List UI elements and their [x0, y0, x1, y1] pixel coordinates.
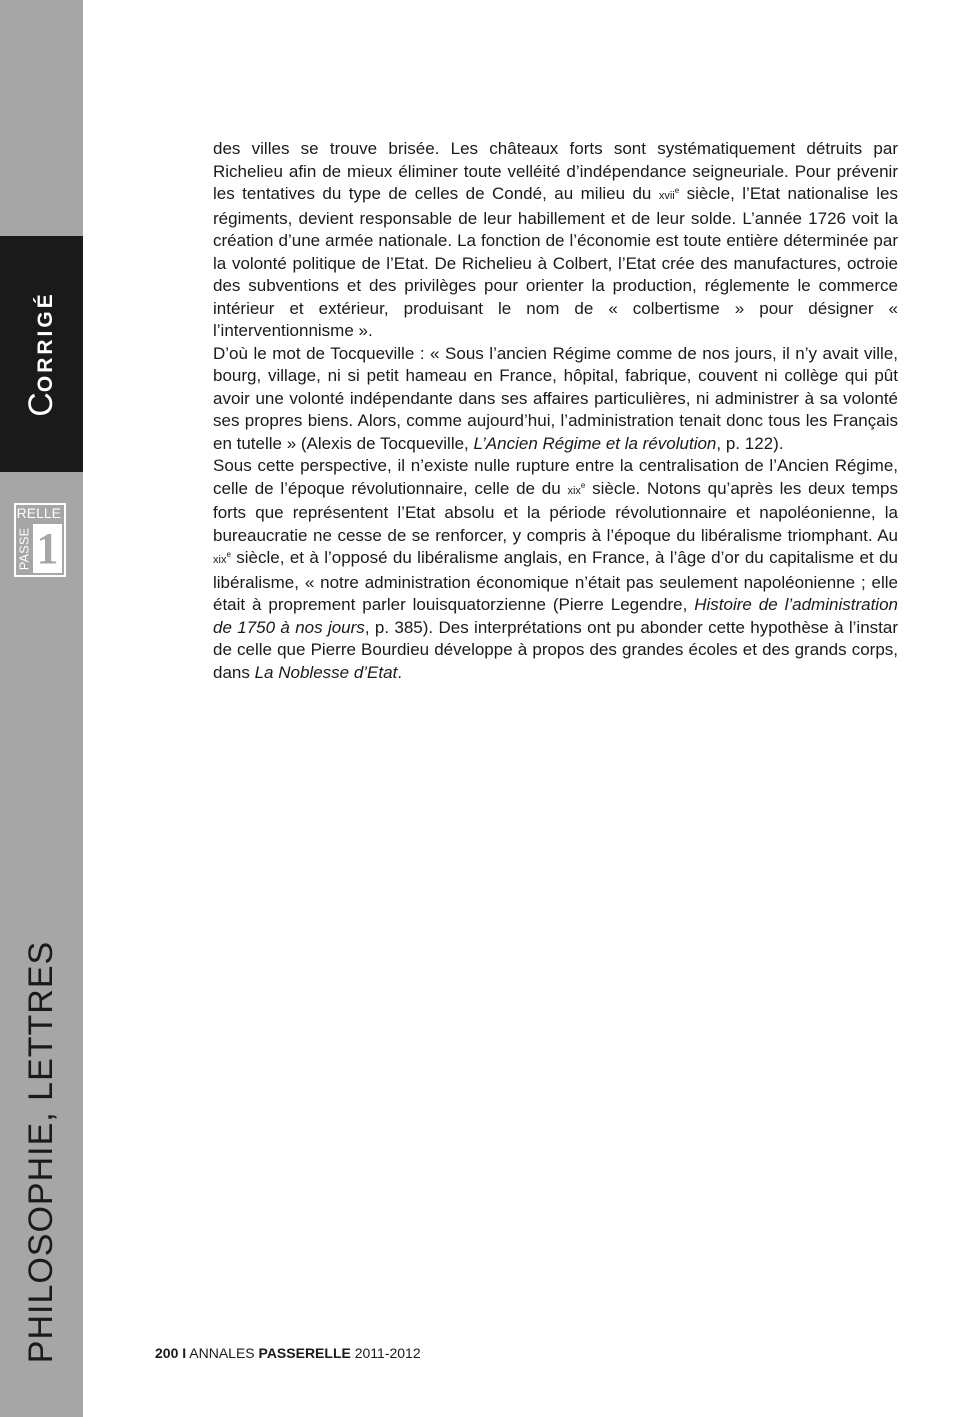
logo-side-text: PASSE — [16, 527, 32, 571]
paragraph-3: Sous cette perspective, il n’existe nulle rupture entre la centralisation de l’Ancien Régime, celle de l’époque révolutionnaire, celle de du xix$^e$ siècle. Notons qu’après les deux temps forts que représentent l’Etat absolu et la période révolutionnaire et napoléonienne, la bureaucratie ne cesse de se renforcer, y compris à l’époque du libéralisme triomphant. Au xix$^e$ siècle, et à l’opposé du libéralisme anglais, en France, à l’âge d’or du capitalisme et du libéralisme, « notre administration économique n’était pas seulement napoléonienne ; elle était à proprement parler louisquatorzienne (Pierre Legendre, Histoire de l’administration de 1750 à nos jours, p. 385). Des interprétations ont pu abonder cette hypothèse à l’instar de celle que Pierre Bourdieu développe à propos des grandes écoles et des grands corps, dans La Noblesse d’Etat. — [213, 456, 898, 682]
paragraph-2: D’où le mot de Tocqueville : « Sous l’ancien Régime comme de nos jours, il n’y avait ville, bourg, village, ni si petit hameau en France, hôpital, fabrique, couvent ni collège qui pût avoir une volonté indépendante dans ses affaires particulières, ni administrer à sa volonté ses propres biens. Alors, comme aujourd’hui, l’administration tenait donc tous les Français en tutelle » (Alexis de Tocqueville, L’Ancien Régime et la révolution, p. 122). — [213, 343, 898, 453]
corrige-label: CORRIGÉ — [22, 291, 60, 417]
page-footer — [155, 1344, 421, 1362]
main-content — [213, 138, 898, 684]
logo-top-text: RELLE — [16, 505, 61, 521]
paragraph-1: des villes se trouve brisée. Les châteaux forts sont systématiquement détruits par Richelieu afin de mieux éliminer toute velléité d’indépendance seigneuriale. Pour prévenir les tentatives du type de celles de Condé, au milieu du xvii$^e$ siècle, l’Etat nationalise les régiments, devient responsable de leur habillement et de leur solde. L’année 1726 voit la création d’une armée nationale. La fonction de l’économie est toute entière déterminée par la volonté politique de l’Etat. De Richelieu à Colbert, l’Etat crée des manufactures, octroie des subventions et des privilèges pour orienter la production, réglemente le commerce intérieur et extérieur, produisant le nom de « colbertisme » pour désigner « l’interventionnisme ». — [213, 139, 898, 340]
sidebar — [0, 0, 83, 1417]
book-title: Histoire de l’administration de 1750 à nos jours — [213, 595, 898, 637]
logo-side — [16, 522, 32, 575]
page-number: 200 — [155, 1345, 179, 1361]
passerelle-logo — [14, 503, 66, 577]
footer-annales: ANNALES — [189, 1345, 255, 1361]
book-title: La Noblesse d’Etat — [254, 662, 398, 682]
book-title: L’Ancien Régime et la révolution — [473, 433, 717, 453]
footer-brand: PASSERELLE — [258, 1345, 351, 1361]
footer-year: 2011-2012 — [354, 1345, 421, 1361]
section-title: PHILOSOPHIE, LETTRES — [22, 940, 60, 1364]
logo-number: 1 — [33, 524, 62, 573]
footer-separator: I — [182, 1345, 187, 1361]
